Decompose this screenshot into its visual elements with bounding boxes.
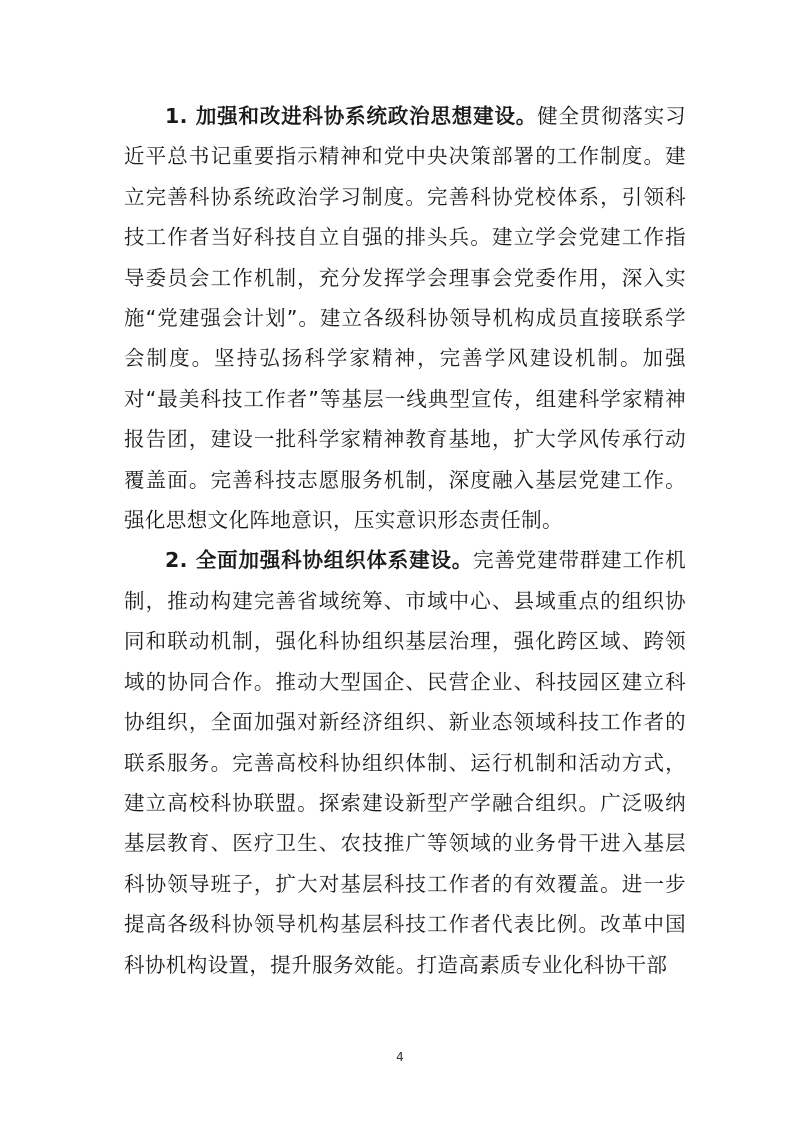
paragraph-1-text: 健全贯彻落实习近平总书记重要指示精神和党中央决策部署的工作制度。建立完善科协系统政治学习制度。完善科协党校体系，引领科技工作者当好科技自立自强的排头兵。建立学会党建工作指导委员会工作机制，充分发挥学会理事会党委作用，深入实施“党建强会计划”。建立各级科协领导机构成员直接联系学会制度。坚持弘扬科学家精神，完善学风建设机制。加强对“最美科技工作者”等基层一线典型宣传，组建科学家精神报告团，建设一批科学家精神教育基地，扩大学风传承行动覆盖面。完善科技志愿服务机制，深度融入基层党建工作。强化思想文化阵地意识，压实意识形态责任制。: [124, 104, 686, 533]
paragraph-2-heading: 2. 全面加强科协组织体系建设。: [165, 548, 474, 573]
paragraph-2-text: 完善党建带群建工作机制，推动构建完善省域统筹、市域中心、县域重点的组织协同和联动机制，强化科协组织基层治理，强化跨区域、跨领域的协同合作。推动大型国企、民营企业、科技园区建立科协组织，全面加强对新经济组织、新业态领域科技工作者的联系服务。完善高校科协组织体制、运行机制和活动方式，建立高校科协联盟。探索建设新型产学融合组织。广泛吸纳基层教育、医疗卫生、农技推广等领域的业务骨干进入基层科协领导班子，扩大对基层科技工作者的有效覆盖。进一步提高各级科协领导机构基层科技工作者代表比例。改革中国科协机构设置，提升服务效能。打造高素质专业化科协干部: [124, 548, 687, 977]
paragraph-2: [124, 540, 686, 984]
page-number: 4: [396, 1050, 404, 1064]
paragraph-1-heading: 1. 加强和改进科协系统政治思想建设。: [165, 104, 538, 128]
document-body: [124, 96, 686, 985]
paragraph-1: [124, 96, 686, 540]
